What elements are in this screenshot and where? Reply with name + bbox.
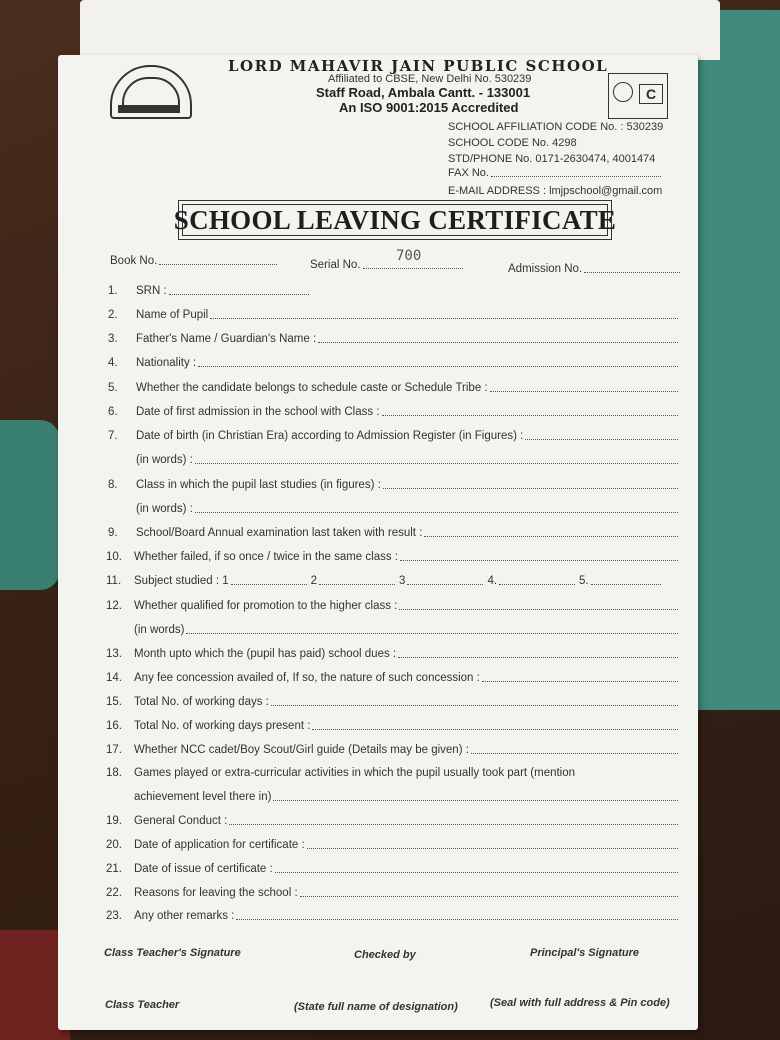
form-item <box>108 357 678 369</box>
item-label: achievement level there in) <box>134 791 272 803</box>
school-code: SCHOOL CODE No. 4298 <box>448 137 577 149</box>
fill-line[interactable] <box>169 293 309 295</box>
teal-folder-left <box>0 420 60 590</box>
fill-line[interactable] <box>499 583 575 585</box>
form-item <box>108 454 678 466</box>
subject-number: 2 <box>310 575 318 587</box>
item-number: 2. <box>108 309 118 321</box>
item-label: Month upto which the (pupil has paid) school dues : <box>134 648 397 660</box>
item-label: Nationality : <box>136 357 197 369</box>
fill-line[interactable] <box>300 895 678 897</box>
form-item <box>106 815 678 827</box>
item-label: Total No. of working days : <box>134 696 269 708</box>
fill-line[interactable] <box>471 752 678 754</box>
subject-number: 3 <box>399 575 406 587</box>
form-item <box>106 648 678 660</box>
item-number: 15. <box>106 696 122 708</box>
fill-line[interactable] <box>229 823 678 825</box>
fax-field: FAX No. <box>448 167 661 179</box>
fill-line[interactable] <box>525 438 678 440</box>
item-number: 13. <box>106 648 122 660</box>
item-label: SRN : <box>136 285 167 297</box>
item-label: General Conduct : <box>134 815 228 827</box>
form-item <box>108 527 678 539</box>
item-number: 1. <box>108 285 118 297</box>
form-item <box>106 624 678 636</box>
item-label: Whether the candidate belongs to schedule caste or Schedule Tribe : <box>136 382 488 394</box>
item-number: 22. <box>106 887 122 899</box>
form-item <box>106 600 678 612</box>
item-number: 23. <box>106 910 122 922</box>
iso-certification-logo: C <box>608 73 668 119</box>
form-item <box>106 791 678 803</box>
subject-number: 5. <box>579 575 589 587</box>
fill-line[interactable] <box>307 847 678 849</box>
subject-number: 4. <box>487 575 498 587</box>
item-number: 7. <box>108 430 118 442</box>
item-label: Any other remarks : <box>134 910 235 922</box>
item-number: 16. <box>106 720 122 732</box>
form-item <box>108 309 678 321</box>
item-label: Whether failed, if so once / twice in the same class : <box>134 551 398 563</box>
form-item <box>108 285 309 297</box>
fill-line[interactable] <box>490 390 678 392</box>
item-label: Name of Pupil <box>136 309 209 321</box>
form-item <box>108 479 678 491</box>
fill-line[interactable] <box>318 341 678 343</box>
certificate-page <box>58 55 698 1030</box>
fill-line[interactable] <box>383 487 678 489</box>
iso-accreditation: An ISO 9001:2015 Accredited <box>339 100 519 115</box>
fill-line[interactable] <box>271 704 678 706</box>
item-label: Games played or extra-curricular activities in which the pupil usually took part (mention <box>134 767 576 779</box>
affiliation-code: SCHOOL AFFILIATION CODE No. : 530239 <box>448 121 664 133</box>
fill-line[interactable] <box>210 317 678 319</box>
form-item <box>106 696 678 708</box>
fill-line[interactable] <box>312 728 678 730</box>
checked-by: Checked by <box>354 949 416 961</box>
item-label: Whether NCC cadet/Boy Scout/Girl guide (Details may be given) : <box>134 744 469 756</box>
serial-value: 700 <box>396 248 422 264</box>
item-label: Whether qualified for promotion to the higher class : <box>134 600 398 612</box>
school-name: LORD MAHAVIR JAIN PUBLIC SCHOOL <box>228 57 609 75</box>
fill-line[interactable] <box>424 535 678 537</box>
item-number: 17. <box>106 744 122 756</box>
fill-line[interactable] <box>407 583 483 585</box>
state-full-name: (State full name of designation) <box>294 1001 458 1013</box>
form-item <box>108 503 678 515</box>
item-label: (in words) : <box>136 454 193 466</box>
item-number: 19. <box>106 815 122 827</box>
fill-line[interactable] <box>273 799 678 801</box>
item-number: 5. <box>108 382 118 394</box>
item-number: 20. <box>106 839 122 851</box>
item-number: 8. <box>108 479 118 491</box>
certificate-title: SCHOOL LEAVING CERTIFICATE <box>173 204 617 235</box>
fill-line[interactable] <box>275 871 678 873</box>
item-number: 9. <box>108 527 118 539</box>
serial-no-field: Serial No. <box>310 259 463 271</box>
fill-line[interactable] <box>195 511 678 513</box>
seal-note: (Seal with full address & Pin code) <box>490 997 670 1009</box>
fill-line[interactable] <box>198 365 678 367</box>
item-label: Any fee concession availed of, If so, the nature of such concession : <box>134 672 480 684</box>
item-number: 14. <box>106 672 122 684</box>
item-number: 18. <box>106 767 122 779</box>
school-address: Staff Road, Ambala Cantt. - 133001 <box>316 85 531 100</box>
form-item <box>106 744 678 756</box>
phone: STD/PHONE No. 0171-2630474, 4001474 <box>448 153 656 165</box>
class-teacher-signature: Class Teacher's Signature <box>104 947 241 959</box>
admission-no-field: Admission No. <box>508 263 680 275</box>
fill-line[interactable] <box>236 918 678 920</box>
form-item <box>108 333 678 345</box>
fill-line[interactable] <box>382 414 678 416</box>
fill-line[interactable] <box>400 559 678 561</box>
form-item <box>106 767 575 779</box>
fill-line[interactable] <box>186 632 678 634</box>
fill-line[interactable] <box>482 680 678 682</box>
item-label: Date of birth (in Christian Era) according to Admission Register (in Figures) : <box>136 430 524 442</box>
fill-line[interactable] <box>591 583 661 585</box>
title-box <box>173 200 617 240</box>
form-item <box>106 551 678 563</box>
item-number: 3. <box>108 333 118 345</box>
item-label: Date of first admission in the school with Class : <box>136 406 380 418</box>
affiliation-line: Affiliated to CBSE, New Delhi No. 530239 <box>328 73 532 85</box>
item-number: 21. <box>106 863 122 875</box>
class-teacher: Class Teacher <box>105 999 180 1011</box>
form-item <box>108 382 678 394</box>
form-item <box>108 430 678 442</box>
school-logo <box>110 65 192 119</box>
item-label: (in words) : <box>136 503 193 515</box>
form-item <box>106 672 678 684</box>
item-number: 6. <box>108 406 118 418</box>
item-label: Total No. of working days present : <box>134 720 311 732</box>
item-number: 10. <box>106 551 122 563</box>
item-number: 11. <box>106 575 122 587</box>
email: E-MAIL ADDRESS : lmjpschool@gmail.com <box>448 185 663 197</box>
item-label: Father's Name / Guardian's Name : <box>136 333 317 345</box>
item-label: Date of application for certificate : <box>134 839 305 851</box>
principal-signature: Principal's Signature <box>530 947 639 959</box>
form-item <box>106 910 678 922</box>
item-label: Reasons for leaving the school : <box>134 887 298 899</box>
item-label: Class in which the pupil last studies (in figures) : <box>136 479 381 491</box>
form-item <box>106 575 661 587</box>
form-item <box>106 720 678 732</box>
form-item <box>106 863 678 875</box>
previous-page-edge <box>80 0 720 60</box>
fill-line[interactable] <box>195 462 678 464</box>
item-label: Subject studied : 1 <box>134 575 229 587</box>
form-item <box>108 406 678 418</box>
item-number: 12. <box>106 600 122 612</box>
fill-line[interactable] <box>319 583 395 585</box>
fill-line[interactable] <box>399 608 678 610</box>
item-label: (in words) <box>134 624 185 636</box>
fill-line[interactable] <box>398 656 678 658</box>
item-label: Date of issue of certificate : <box>134 863 273 875</box>
form-item <box>106 887 678 899</box>
item-label: School/Board Annual examination last taken with result : <box>136 527 423 539</box>
item-number: 4. <box>108 357 118 369</box>
book-no-field: Book No. <box>110 255 277 267</box>
form-item <box>106 839 678 851</box>
fill-line[interactable] <box>231 583 307 585</box>
